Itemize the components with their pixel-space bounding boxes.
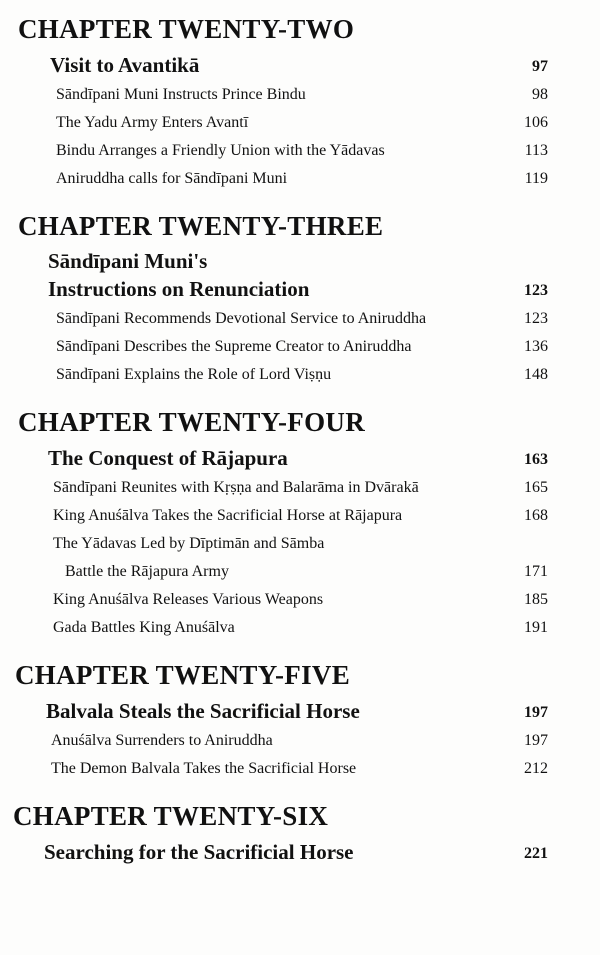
toc-entry-page: 119 (524, 170, 548, 187)
toc-entry: The Yādavas Led by Dīptimān and Sāmba (53, 535, 325, 552)
section-title: Visit to Avantikā (50, 53, 200, 77)
toc-entry: Sāndīpani Muni Instructs Prince Bindu (56, 86, 306, 103)
toc-entry: Sāndīpani Describes the Supreme Creator to Aniruddha (56, 338, 412, 355)
section-title: The Conquest of Rājapura (48, 446, 288, 470)
toc-entry-continuation: Battle the Rājapura Army (65, 563, 229, 580)
toc-entry: The Yadu Army Enters Avantī (56, 114, 249, 131)
section-title: Balvala Steals the Sacrificial Horse (46, 699, 360, 723)
toc-entry-page: 171 (524, 563, 548, 580)
section-page: 163 (524, 451, 548, 468)
chapter-heading: CHAPTER TWENTY-TWO (18, 14, 355, 44)
toc-entry: King Anuśālva Releases Various Weapons (53, 591, 324, 608)
toc-entry: Sāndīpani Explains the Role of Lord Viṣṇu (56, 366, 332, 383)
toc-entry: Bindu Arranges a Friendly Union with the Yādavas (56, 142, 385, 159)
toc-entry-page: 136 (524, 338, 548, 355)
toc-entry-page: 98 (532, 86, 548, 103)
toc-entry: Gada Battles King Anuśālva (53, 619, 235, 636)
section-page: 221 (524, 845, 548, 862)
section-title: Searching for the Sacrificial Horse (44, 840, 354, 864)
toc-entry-page: 113 (524, 142, 548, 159)
toc-entry-page: 123 (524, 310, 548, 327)
toc-entry-page: 148 (524, 366, 548, 383)
toc-entry: Aniruddha calls for Sāndīpani Muni (56, 170, 288, 187)
section-title: Sāndīpani Muni's (48, 249, 208, 273)
chapter-heading: CHAPTER TWENTY-THREE (18, 211, 384, 241)
section-title: Instructions on Renunciation (48, 277, 310, 301)
chapter-heading: CHAPTER TWENTY-FIVE (15, 660, 351, 690)
toc-entry-page: 212 (524, 760, 548, 777)
toc-entry-page: 165 (524, 479, 548, 496)
chapter-heading: CHAPTER TWENTY-FOUR (18, 407, 365, 437)
toc-entry: The Demon Balvala Takes the Sacrificial Horse (51, 760, 357, 777)
toc-entry: Sāndīpani Recommends Devotional Service to Aniruddha (56, 310, 427, 327)
toc-entry-page: 168 (524, 507, 548, 524)
toc-entry-page: 197 (524, 732, 548, 749)
toc-entry-page: 191 (524, 619, 548, 636)
section-page: 123 (524, 282, 548, 299)
chapter-heading: CHAPTER TWENTY-SIX (13, 801, 329, 831)
toc-entry-page: 185 (524, 591, 548, 608)
toc-entry: Anuśālva Surrenders to Aniruddha (51, 732, 273, 749)
toc-entry-page: 106 (524, 114, 548, 131)
section-page: 197 (524, 704, 548, 721)
section-page: 97 (532, 58, 548, 75)
toc-entry: King Anuśālva Takes the Sacrificial Horse at Rājapura (53, 507, 403, 524)
toc-entry: Sāndīpani Reunites with Kṛṣṇa and Balarāma in Dvārakā (53, 479, 419, 496)
